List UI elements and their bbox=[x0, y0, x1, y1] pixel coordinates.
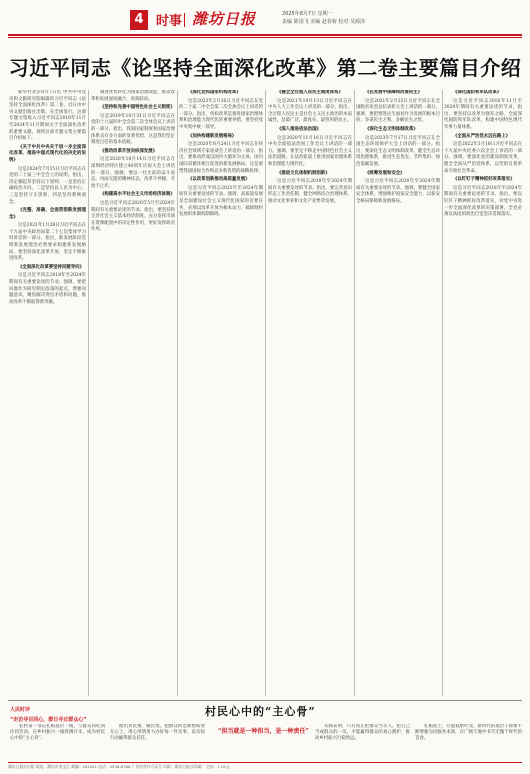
section-divider bbox=[8, 700, 522, 701]
column-divider bbox=[88, 90, 89, 696]
paper-name: 潍坊日报 bbox=[192, 10, 257, 28]
article-subheading: 《统筹发展和安全》 bbox=[365, 170, 405, 176]
article-subheading: 《构建高水平社会主义市场经济体制》 bbox=[100, 192, 175, 198]
article-paragraph: 这是2021年2月25日习近平同志在全国脱贫攻坚总结表彰大会上讲话的一部分。强调，要把增进民生福祉作为发展的根本目的，多谋民生之利、多解民生之忧。 bbox=[356, 98, 440, 124]
bottom-paragraph: 他们访民情、解民忧，把群众的急难愁盼放在心上，用心用情用力办好每一件实事，以实际行动赢得群众信任。 bbox=[110, 724, 205, 742]
article-paragraph: 这是习近平同志2018年至2024年期间有关重要论述的节录。强调，要把问题作为研究制定政策的起点，增强问题意识，聚焦解决突出矛盾和问题，推动改革不断取得新突破。 bbox=[9, 273, 86, 305]
bottom-column-1 bbox=[10, 724, 105, 762]
article-paragraph: 这是习近平同志2021年至2024年期间有关重要论述的节录。强调，高质量发展是全面建设社会主义现代化国家的首要任务，必须以改革开放为根本动力，破除制约发展的体制机制障碍。 bbox=[179, 185, 263, 218]
bottom-paragraph: 扎根泥土，方能枝繁叶茂。新时代的基层干部要不断增强为民服务本领，在广阔天地中书写无愧于时代的答卷。 bbox=[415, 724, 522, 742]
article-paragraph: 这是2020年10月14日习近平同志在深圳经济特区建立40周年庆祝大会上讲话的一部分。强调，要以一往无前的奋斗姿态、风雨无阻的精神状态，改革不停顿，开放不止步。 bbox=[91, 157, 175, 189]
article-paragraph: 这是2022年1月18日习近平同志在十九届中央纪委六次全会上讲话的一部分。强调，要深化党的建设制度改革，健全全面从严治党体系，以党的自我革命引领社会革命。 bbox=[444, 142, 522, 174]
article-subheading: 《深化党和国家机构改革》 bbox=[188, 90, 241, 95]
header-date: 2025年8月7日 星期一 bbox=[282, 11, 333, 17]
article-paragraph: 这是2024年7月15日习近平同志在党的二十届三中全会上的说明。指出，决定稿起草坚持以下原则：一是坚持正确政治方向，二是坚持以人民为中心，三是坚持守正创新，四是坚持系统观念。 bbox=[9, 166, 86, 205]
bottom-paragraph: 驻村第一书记扎根基层一线，与群众同吃同住同劳动，在乡村振兴一线挥洒汗水，成为村民心中的“主心骨”。 bbox=[10, 724, 105, 742]
article-paragraph: 这是2021年1月28日习近平同志在十九届中央政治局第二十七次集体学习时讲话的一部分。指出，新发展阶段贯彻新发展理念必然要求构建新发展格局，要坚持深化改革开放，坚定不移推进改革。 bbox=[9, 223, 86, 262]
article-paragraph: 这是2020年11月16日习近平同志在中央全面依法治国工作会议上讲话的一部分。强调，要坚定不移走中国特色社会主义法治道路，在法治轨道上推进国家治理体系和治理能力现代化。 bbox=[268, 135, 352, 167]
article-subheading: 《深化生态文明体制改革》 bbox=[365, 126, 418, 132]
bottom-paragraph: 实践证明，只有真正把群众当亲人，把自己当成群众的一员，才能赢得群众的真心拥护，推动乡村振兴行稳致远。 bbox=[315, 724, 410, 742]
article-paragraph: 这是2021年10月13日习近平同志在中央人大工作会议上讲话的一部分。指出，全过程人民民主是社会主义民主政治的本质属性，是最广泛、最真实、最管用的民主。 bbox=[268, 98, 352, 124]
article-paragraph: 这是2020年8月24日习近平同志在经济社会领域专家座谈会上讲话的一部分。指出，要推动形成以国内大循环为主体、国内国际双循环相互促进的新发展格局，这是重塑我国国际合作和竞争新优势的战略抉择。 bbox=[179, 142, 263, 174]
article-paragraph: 这是习近平同志2020年至2024年期间有关重要论述的节录。强调，要健全国家安全体系，增强维护国家安全能力，以新安全格局保障新发展格局。 bbox=[356, 179, 440, 204]
article-column-3 bbox=[179, 90, 263, 698]
bottom-subhead: “走访寻百回心，群日寻过群众心” bbox=[10, 717, 87, 723]
page-footer: 潍坊日报社出版 地址：潍坊市奎文区 邮编：261041 电话：0536-8786 广告经营许可证号 印刷：潍坊日报社印刷厂 定价：1.00元 bbox=[8, 762, 522, 770]
article-subheading: 《以钉钉子精神抓好改革落实》 bbox=[453, 177, 515, 183]
article-paragraph: 这是习近平同志2018年至2024年期间有关重要论述的节录。指出，要以钉钉子精神抓好改革落实，对党中央进一步全面深化改革的决策部署，全党必须以高度的政治自觉坚决贯彻落实。 bbox=[444, 185, 522, 218]
article-subheading: 《深化国防和军队改革》 bbox=[453, 90, 502, 95]
header-rule bbox=[8, 34, 522, 36]
bottom-column-2 bbox=[110, 724, 205, 762]
article-paragraph: 这是习近平同志2018年至2024年期间有关重要论述的节录。指出，要完善意识形态工作责任制，健全网络综合治理体系，推动文化事业和文化产业繁荣发展。 bbox=[268, 179, 352, 204]
article-subheading: 《全面从严治党永远在路上》 bbox=[453, 133, 511, 139]
article-subheading: 《深入推进依法治国》 bbox=[277, 126, 321, 132]
article-column-5 bbox=[356, 90, 440, 698]
article-paragraph: 这是2019年10月31日习近平同志在党的十九届四中全会第二次全体会议上讲话的一部分。指出，我国国家制度和国家治理体系具有多方面的显著优势，这是我们坚定制度自信的基本依据。 bbox=[91, 113, 175, 146]
pull-quote: “担当就是一种担当，是一种责任” bbox=[218, 728, 309, 735]
page-number: 4 bbox=[130, 10, 148, 30]
article-column-4 bbox=[268, 90, 352, 698]
main-headline: 习近平同志《论坚持全面深化改革》第二卷主要篇目介绍 bbox=[8, 56, 522, 80]
column-divider bbox=[265, 90, 266, 696]
article-subheading: 《加快构建新发展格局》 bbox=[188, 133, 237, 139]
column-divider bbox=[354, 90, 355, 696]
article-subheading: 《在发展中保障和改善民生》 bbox=[365, 90, 423, 95]
header-rule-thin bbox=[8, 37, 522, 38]
article-paragraph: 这是2023年7月17日习近平同志在全国生态环境保护大会上讲话的一部分。指出，要深化生态文明体制改革，健全生态环境治理体系，推进生态优先、节约集约、绿色低碳发展。 bbox=[356, 135, 440, 167]
article-column-6 bbox=[444, 90, 522, 698]
article-column-2 bbox=[91, 90, 175, 698]
article-subheading: 《坚持和完善中国特色社会主义制度》 bbox=[100, 105, 175, 111]
article-subheading: 《推动改革开放向纵深发展》 bbox=[100, 148, 158, 154]
bottom-column-3 bbox=[315, 724, 410, 762]
article-subheading: 《关于中共中央关于进一步全面深化改革、推进中国式现代化的决定的说明》 bbox=[9, 144, 86, 163]
bottom-column-4 bbox=[415, 724, 522, 762]
article-subheading: 《以改革创新推动高质量发展》 bbox=[188, 177, 250, 183]
article-subheading: 《健全全过程人民民主制度体系》 bbox=[277, 90, 343, 95]
column-divider bbox=[442, 90, 443, 696]
article-paragraph: 这是2023年2月26日习近平同志在党的二十届二中全会第二次全体会议上讲话的一部分。指出，机构改革是推进国家治理体系和治理能力现代化的重要举措，要坚持党中央集中统一领导。 bbox=[179, 98, 263, 130]
article-subheading: 《推进文化体制机制创新》 bbox=[277, 170, 330, 176]
header-meta bbox=[282, 10, 365, 26]
article-paragraph: 这是习近平同志2018年11月至2024年期间有关重要论述的节录。指出，要坚持以改革为强军之路，全面深化国防和军队改革，构建中国特色现代军事力量体系。 bbox=[444, 98, 522, 130]
article-column-1 bbox=[9, 90, 86, 698]
section-name: 时事 bbox=[156, 14, 183, 29]
bottom-headline: 村民心中的“主心骨” bbox=[205, 705, 316, 718]
article-subheading: 《完整、准确、全面贯彻新发展理念》 bbox=[9, 208, 86, 220]
bottom-label: 人民时评 bbox=[10, 707, 31, 713]
article-paragraph: 制度优势转化为国家治理效能，推动改革和发展深度融合、高效联动。 bbox=[91, 90, 175, 102]
column-divider bbox=[177, 90, 178, 696]
header-editors: 责编 陈国飞 美编 赵春菊 校对 吴源泽 bbox=[282, 19, 365, 25]
article-paragraph: 这是习近平同志2020年5月至2024年期间有关重要论述的节录。指出，要坚持和完善社会主义基本经济制度，充分发挥市场在资源配置中的决定性作用，更好发挥政府作用。 bbox=[91, 200, 175, 233]
article-paragraph: 新华社北京8月7日电 中共中央党史和文献研究院编辑的习近平同志《论坚持全面深化改革》第二卷，近日由中央文献出版社出版，在全国发行。这部专题文集收入习近平同志2018年11月至2024年11月期间关于全面深化改革的重要文献。现将这部专题文集主要篇目介绍如下。 bbox=[9, 90, 86, 142]
article-subheading: 《全面深化改革要坚持问题导向》 bbox=[18, 264, 84, 270]
header-separator bbox=[184, 13, 185, 27]
